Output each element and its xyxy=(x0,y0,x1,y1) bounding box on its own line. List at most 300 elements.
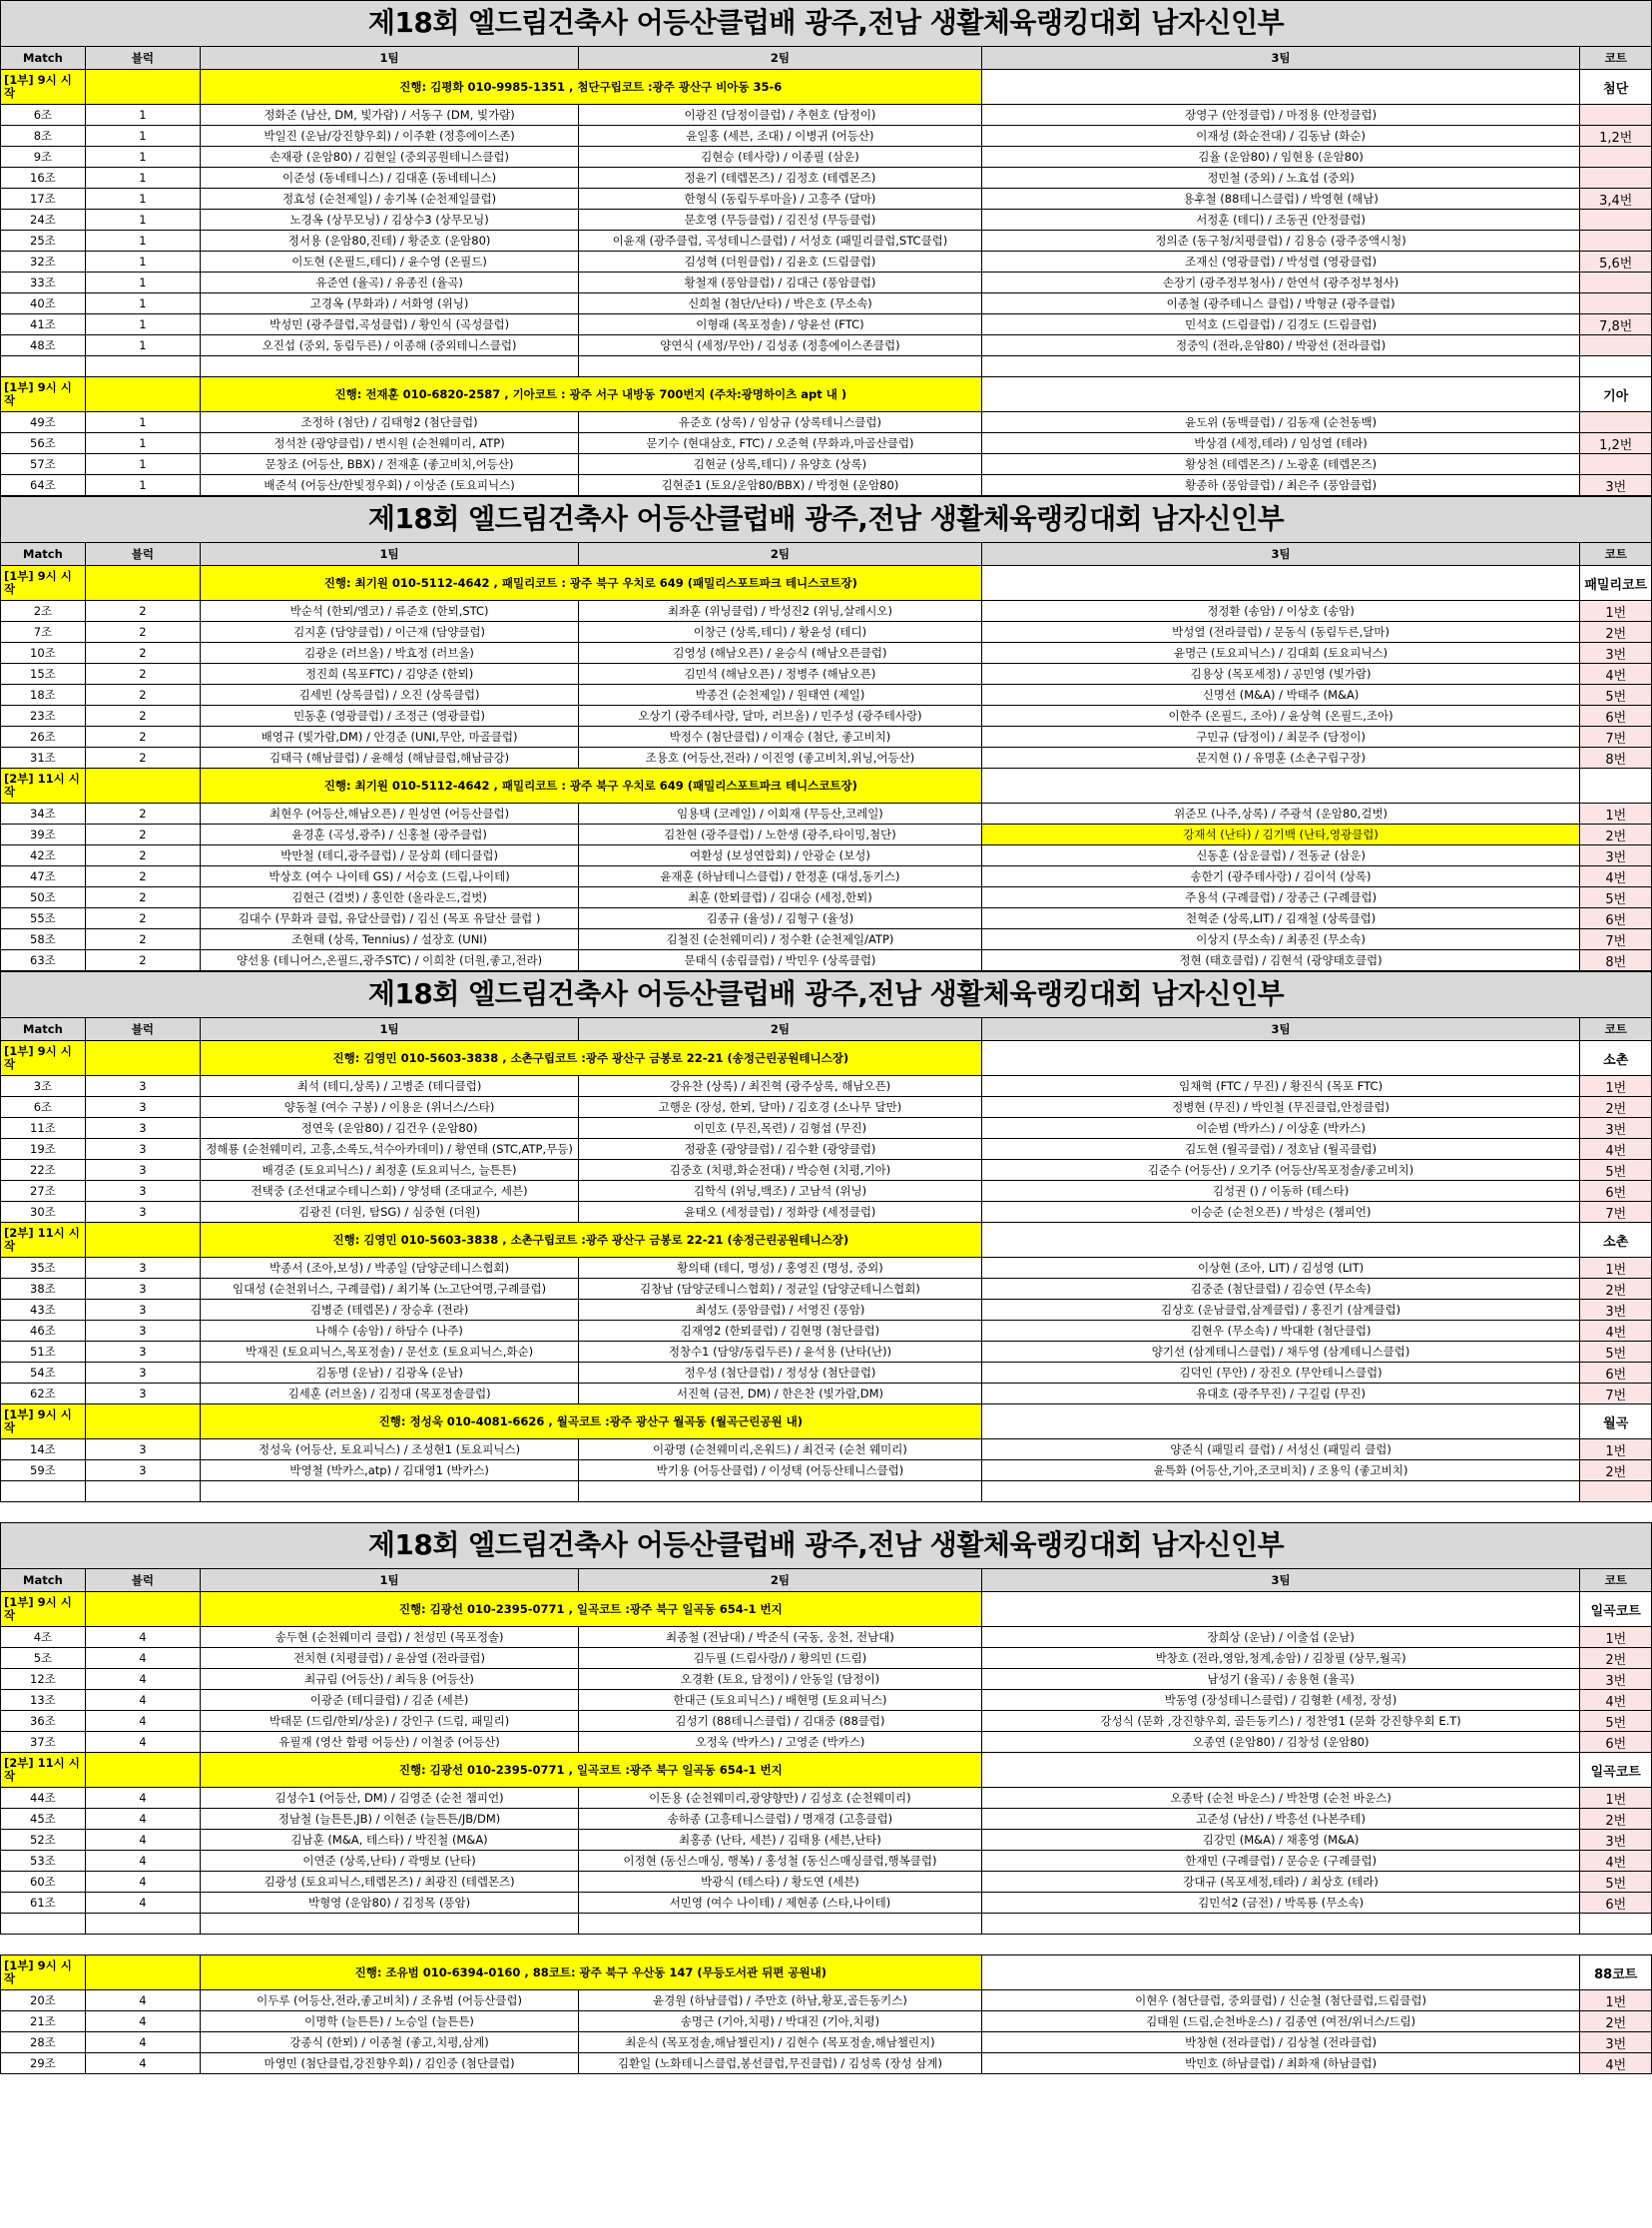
session-label: [1부] 9시 시작 xyxy=(1,70,86,105)
match-id: 50조 xyxy=(1,887,86,908)
court-assignment: 1번 xyxy=(1580,1627,1652,1648)
schedule-table xyxy=(0,46,1652,496)
column-header: Match xyxy=(1,1018,86,1041)
team-1: 이연준 (상록,난타) / 곽맹보 (난타) xyxy=(200,1851,578,1872)
match-row xyxy=(1,1139,1652,1160)
team-3: 윤도위 (동백클럽) / 김동재 (순천동백) xyxy=(981,412,1580,433)
empty-cell xyxy=(579,1935,982,1955)
match-row xyxy=(1,1439,1652,1460)
team-1: 손재광 (운암80) / 김현일 (중외공원테니스클럽) xyxy=(200,147,578,168)
block-number: 2 xyxy=(85,664,200,685)
team-1: 전치현 (치평클럽) / 윤삼열 (전라클럽) xyxy=(200,1648,578,1669)
block-number: 3 xyxy=(85,1097,200,1118)
match-id: 6조 xyxy=(1,105,86,126)
block-number: 4 xyxy=(85,1669,200,1690)
team-3: 정중익 (전라,운암80) / 박광선 (전라클럽) xyxy=(981,335,1580,356)
match-row xyxy=(1,189,1652,210)
block-number: 3 xyxy=(85,1342,200,1363)
team-3: 이상지 (무소속) / 최종진 (무소속) xyxy=(981,929,1580,950)
team-2: 송명근 (기아,치평) / 박대진 (기아,치평) xyxy=(579,2011,982,2032)
court-name: 일곡코트 xyxy=(1580,1592,1652,1627)
block-number: 1 xyxy=(85,273,200,293)
team-2: 최성도 (풍암클럽) / 서영진 (풍암) xyxy=(579,1300,982,1321)
section-gap xyxy=(0,1502,1652,1522)
team-2: 오경환 (토요, 담정이) / 안동일 (담정이) xyxy=(579,1669,982,1690)
team-3: 박성열 (전라클럽) / 문동식 (동림두른,달마) xyxy=(981,622,1580,643)
session-info: 진행: 김평화 010-9985-1351 , 첨단구립코트 :광주 광산구 비아동 35-6 xyxy=(200,70,981,105)
match-id: 56조 xyxy=(1,433,86,454)
team-1: 김광성 (토요피닉스,테렙몬즈) / 최광진 (테렙몬즈) xyxy=(200,1872,578,1893)
match-id: 57조 xyxy=(1,454,86,475)
match-id: 11조 xyxy=(1,1118,86,1139)
team-1: 조정하 (첨단) / 김태형2 (첨단클럽) xyxy=(200,412,578,433)
team-2: 조용호 (어등산,전라) / 이진영 (좋고비치,위닝,어등산) xyxy=(579,748,982,769)
session-empty-cell xyxy=(981,566,1580,601)
court-assignment: 1번 xyxy=(1580,1258,1652,1279)
match-row xyxy=(1,273,1652,293)
court-assignment: 2번 xyxy=(1580,825,1652,845)
match-row xyxy=(1,2032,1652,2053)
session-label: [2부] 11시 시작 xyxy=(1,769,86,804)
block-number: 4 xyxy=(85,2053,200,2074)
team-3: 양기선 (삼계테니스클럽) / 채두영 (삼계테니스클럽) xyxy=(981,1342,1580,1363)
schedule-table xyxy=(0,1568,1652,2074)
session-block-cell xyxy=(85,1041,200,1076)
team-2: 최훈 (한뫼클럽) / 김대승 (세정,한뫼) xyxy=(579,887,982,908)
spacer-row xyxy=(1,1914,1652,1935)
court-assignment: 3번 xyxy=(1580,643,1652,664)
section-title: 제18회 엘드림건축사 어등산클럽배 광주,전남 생활체육랭킹대회 남자신인부 xyxy=(0,1522,1652,1568)
team-2: 윤경원 (하남클럽) / 주만호 (하남,황포,골든동키스) xyxy=(579,1990,982,2011)
block-number: 2 xyxy=(85,601,200,622)
match-id: 13조 xyxy=(1,1690,86,1711)
session-block-cell xyxy=(85,1223,200,1258)
team-3: 위준모 (나주,상록) / 주광석 (운암80,걸벗) xyxy=(981,804,1580,825)
team-2: 신희철 (첨단/난타) / 박은호 (무소속) xyxy=(579,293,982,314)
match-row xyxy=(1,1893,1652,1914)
match-row xyxy=(1,950,1652,971)
team-2: 김현승 (테사랑) / 이종필 (삼운) xyxy=(579,147,982,168)
team-3: 김중준 (첨단클럽) / 김승연 (무소속) xyxy=(981,1279,1580,1300)
court-assignment: 1번 xyxy=(1580,1788,1652,1809)
schedule-table xyxy=(0,542,1652,971)
team-1: 강종식 (한뫼) / 이종철 (좋고,치평,삼계) xyxy=(200,2032,578,2053)
court-assignment xyxy=(1580,210,1652,231)
team-3: 이재성 (화순전대) / 김동남 (화순) xyxy=(981,126,1580,147)
match-row xyxy=(1,887,1652,908)
team-1: 이명학 (늘튼튼) / 노승일 (늘튼튼) xyxy=(200,2011,578,2032)
team-2: 문기수 (현대삼호, FTC) / 오준혁 (무화과,마골산클럽) xyxy=(579,433,982,454)
team-1: 김동명 (운남) / 김광옥 (운남) xyxy=(200,1363,578,1384)
team-1: 양선용 (테니어스,온필드,광주STC) / 이희찬 (더원,좋고,전라) xyxy=(200,950,578,971)
empty-cell xyxy=(1580,1914,1652,1935)
block-number: 3 xyxy=(85,1258,200,1279)
court-assignment: 1,2번 xyxy=(1580,126,1652,147)
match-id: 34조 xyxy=(1,804,86,825)
team-3: 이승준 (순천오픈) / 박성은 (챔피언) xyxy=(981,1202,1580,1223)
match-id: 63조 xyxy=(1,950,86,971)
match-id: 62조 xyxy=(1,1384,86,1404)
session-row xyxy=(1,1592,1652,1627)
match-row xyxy=(1,664,1652,685)
court-assignment: 2번 xyxy=(1580,1460,1652,1481)
block-number: 1 xyxy=(85,168,200,189)
match-id: 51조 xyxy=(1,1342,86,1363)
team-3: 이한주 (온필드, 조아) / 윤상혁 (온필드,조아) xyxy=(981,706,1580,727)
team-3: 이현우 (첨단클럽, 중외클럽) / 신순철 (첨단클럽,드림클럽) xyxy=(981,1990,1580,2011)
match-id: 20조 xyxy=(1,1990,86,2011)
team-2: 박광식 (테스타) / 황도연 (세븐) xyxy=(579,1872,982,1893)
column-header: 블럭 xyxy=(85,1569,200,1592)
empty-cell xyxy=(981,356,1580,377)
session-label: [1부] 9시 시작 xyxy=(1,1592,86,1627)
match-id: 44조 xyxy=(1,1788,86,1809)
empty-cell xyxy=(200,1914,578,1935)
match-row xyxy=(1,727,1652,748)
block-number: 2 xyxy=(85,622,200,643)
match-row xyxy=(1,1076,1652,1097)
match-id: 52조 xyxy=(1,1830,86,1851)
match-row xyxy=(1,2011,1652,2032)
session-block-cell xyxy=(85,1404,200,1439)
court-assignment: 5번 xyxy=(1580,887,1652,908)
team-1: 송두현 (순천웨미리 클럽) / 천성민 (목포정솔) xyxy=(200,1627,578,1648)
court-assignment: 5번 xyxy=(1580,685,1652,706)
block-number: 4 xyxy=(85,2032,200,2053)
session-block-cell xyxy=(85,70,200,105)
match-row xyxy=(1,314,1652,335)
team-1: 정화준 (남산, DM, 빛가람) / 서동구 (DM, 빛가람) xyxy=(200,105,578,126)
section-title: 제18회 엘드림건축사 어등산클럽배 광주,전남 생활체육랭킹대회 남자신인부 xyxy=(0,0,1652,46)
team-2: 오상기 (광주테사랑, 달마, 러브올) / 민주성 (광주테사랑) xyxy=(579,706,982,727)
team-3: 장희상 (운남) / 이출섭 (운남) xyxy=(981,1627,1580,1648)
team-1: 문창조 (어등산, BBX) / 전재훈 (좋고비치,어등산) xyxy=(200,454,578,475)
team-2: 김환일 (노화테니스클럽,봉선클럽,무진클럽) / 김성록 (장성 삼계) xyxy=(579,2053,982,2074)
match-id: 30조 xyxy=(1,1202,86,1223)
match-id: 2조 xyxy=(1,601,86,622)
match-row xyxy=(1,475,1652,496)
match-row xyxy=(1,1690,1652,1711)
match-row xyxy=(1,1097,1652,1118)
team-2: 윤태오 (세정클럽) / 정화랑 (세정클럽) xyxy=(579,1202,982,1223)
court-assignment: 7번 xyxy=(1580,1384,1652,1404)
match-row xyxy=(1,454,1652,475)
match-row xyxy=(1,293,1652,314)
court-assignment: 6번 xyxy=(1580,908,1652,929)
block-number: 4 xyxy=(85,1732,200,1753)
team-1: 정해룡 (순천웨미리, 고흥,소록도,석수아카데미) / 황연태 (STC,ATP,무등) xyxy=(200,1139,578,1160)
match-row xyxy=(1,210,1652,231)
team-1: 박재진 (토요피닉스,목포정솔) / 문선호 (토요피닉스,화순) xyxy=(200,1342,578,1363)
team-1: 이준성 (동네테니스) / 김대훈 (동네테니스) xyxy=(200,168,578,189)
team-1: 노경옥 (상무모닝) / 김상수3 (상무모닝) xyxy=(200,210,578,231)
court-assignment: 3,4번 xyxy=(1580,189,1652,210)
block-number: 1 xyxy=(85,335,200,356)
session-empty-cell xyxy=(981,1223,1580,1258)
team-1: 최현우 (어등산,해남오픈) / 원성연 (어등산클럽) xyxy=(200,804,578,825)
court-assignment: 2번 xyxy=(1580,1279,1652,1300)
court-assignment: 4번 xyxy=(1580,1321,1652,1342)
match-row xyxy=(1,1181,1652,1202)
match-id: 17조 xyxy=(1,189,86,210)
court-assignment: 4번 xyxy=(1580,664,1652,685)
team-2: 김철진 (순천웨미리) / 정수환 (순천제일/ATP) xyxy=(579,929,982,950)
match-row xyxy=(1,1648,1652,1669)
team-2: 이돈용 (순천웨미리,광양향만) / 김성호 (순천웨미리) xyxy=(579,1788,982,1809)
match-id: 7조 xyxy=(1,622,86,643)
team-3: 유대호 (광주무진) / 구길림 (무진) xyxy=(981,1384,1580,1404)
team-1: 박순석 (한뫼/엠코) / 류준호 (한뫼,STC) xyxy=(200,601,578,622)
court-name xyxy=(1580,769,1652,804)
match-row xyxy=(1,908,1652,929)
team-2: 윤일홍 (세븐, 조대) / 이병귀 (어등산) xyxy=(579,126,982,147)
session-block-cell xyxy=(85,769,200,804)
block-number: 1 xyxy=(85,454,200,475)
column-header: Match xyxy=(1,543,86,566)
team-2: 김찬현 (광주클럽) / 노한생 (광주,타이밍,첨단) xyxy=(579,825,982,845)
column-header: Match xyxy=(1,47,86,70)
team-2: 정우성 (첨단클럽) / 정성상 (첨단클럽) xyxy=(579,1363,982,1384)
block-number: 2 xyxy=(85,887,200,908)
session-label: [1부] 9시 시작 xyxy=(1,377,86,412)
team-3: 박상겸 (세정,테라) / 임성열 (테라) xyxy=(981,433,1580,454)
spacer-row xyxy=(1,356,1652,377)
session-empty-cell xyxy=(981,769,1580,804)
column-header: 2팀 xyxy=(579,1018,982,1041)
team-2: 이광명 (순천웨미리,온워드) / 최건국 (순천 웨미리) xyxy=(579,1439,982,1460)
court-assignment: 5번 xyxy=(1580,1160,1652,1181)
match-id: 38조 xyxy=(1,1279,86,1300)
court-assignment: 1번 xyxy=(1580,1439,1652,1460)
court-assignment: 5번 xyxy=(1580,1342,1652,1363)
match-row xyxy=(1,866,1652,887)
match-id: 58조 xyxy=(1,929,86,950)
match-row xyxy=(1,126,1652,147)
block-number: 1 xyxy=(85,126,200,147)
header-row xyxy=(1,1018,1652,1041)
block-number: 4 xyxy=(85,1872,200,1893)
match-row xyxy=(1,601,1652,622)
block-number: 3 xyxy=(85,1118,200,1139)
empty-cell xyxy=(981,1914,1580,1935)
team-3: 용후철 (88테니스클럽) / 박영현 (해남) xyxy=(981,189,1580,210)
match-id: 22조 xyxy=(1,1160,86,1181)
block-number: 4 xyxy=(85,1851,200,1872)
match-id: 31조 xyxy=(1,748,86,769)
block-number: 3 xyxy=(85,1279,200,1300)
team-1: 박일진 (운남/강진향우회) / 이주환 (정흥에이스존) xyxy=(200,126,578,147)
column-header: 코트 xyxy=(1580,47,1652,70)
empty-cell xyxy=(1580,1481,1652,1502)
session-info: 진행: 전재훈 010-6820-2587 , 기아코트 : 광주 서구 내방동 700번지 (주차:광명하이츠 apt 내 ) xyxy=(200,377,981,412)
court-assignment xyxy=(1580,105,1652,126)
team-3: 김상호 (운남클럽,삼계클럽) / 홍진기 (삼계클럽) xyxy=(981,1300,1580,1321)
block-number: 2 xyxy=(85,929,200,950)
team-3: 정현 (태호클럽) / 김현석 (광양태호클럽) xyxy=(981,950,1580,971)
block-number: 1 xyxy=(85,231,200,252)
court-assignment xyxy=(1580,293,1652,314)
team-3: 오종탁 (순천 바운스) / 박찬명 (순천 바운스) xyxy=(981,1788,1580,1809)
team-3: 서정훈 (테디) / 조동권 (안정클럽) xyxy=(981,210,1580,231)
match-row xyxy=(1,1342,1652,1363)
match-id: 64조 xyxy=(1,475,86,496)
empty-cell xyxy=(1,356,86,377)
block-number: 4 xyxy=(85,1690,200,1711)
team-2: 이윤재 (광주클럽, 곡성테니스클럽) / 서성호 (패밀리클럽,STC클럽) xyxy=(579,231,982,252)
match-row xyxy=(1,412,1652,433)
match-id: 53조 xyxy=(1,1851,86,1872)
court-assignment: 3번 xyxy=(1580,1300,1652,1321)
match-id: 41조 xyxy=(1,314,86,335)
court-assignment: 2번 xyxy=(1580,2011,1652,2032)
empty-cell xyxy=(200,1935,578,1955)
session-row xyxy=(1,1223,1652,1258)
block-number: 3 xyxy=(85,1439,200,1460)
column-header: 1팀 xyxy=(200,1018,578,1041)
session-empty-cell xyxy=(981,377,1580,412)
team-1: 이두루 (어등산,전라,좋고비치) / 조유범 (어등산클럽) xyxy=(200,1990,578,2011)
match-row xyxy=(1,685,1652,706)
session-label: [1부] 9시 시작 xyxy=(1,1955,86,1990)
team-3: 박창호 (전라,영암,청계,송암) / 김창필 (상무,월곡) xyxy=(981,1648,1580,1669)
team-3: 박민호 (하남클럽) / 최화재 (하남클럽) xyxy=(981,2053,1580,2074)
court-assignment: 2번 xyxy=(1580,1809,1652,1830)
team-2: 최홍종 (난타, 세븐) / 김태용 (세븐,난타) xyxy=(579,1830,982,1851)
team-3: 황상천 (테렙몬즈) / 노광훈 (테렙몬즈) xyxy=(981,454,1580,475)
match-row xyxy=(1,1711,1652,1732)
session-row xyxy=(1,566,1652,601)
block-number: 2 xyxy=(85,643,200,664)
team-2: 김중호 (치평,화순전대) / 박승현 (치평,기아) xyxy=(579,1160,982,1181)
team-1: 정서용 (운암80,진테) / 황준호 (운암80) xyxy=(200,231,578,252)
team-2: 고행운 (장성, 한뫼, 달마) / 김호경 (소나무 달만) xyxy=(579,1097,982,1118)
block-number: 4 xyxy=(85,1893,200,1914)
column-header: 3팀 xyxy=(981,47,1580,70)
team-1: 김현근 (걸벗) / 홍인한 (올라운드,걸벗) xyxy=(200,887,578,908)
empty-cell xyxy=(579,1481,982,1502)
session-info: 진행: 정성욱 010-4081-6626 , 월곡코트 :광주 광산구 월곡동 (월곡근린공원 내) xyxy=(200,1404,981,1439)
team-3: 윤특화 (어등산,기아,조코비치) / 조용익 (좋고비치) xyxy=(981,1460,1580,1481)
block-number: 2 xyxy=(85,685,200,706)
match-id: 18조 xyxy=(1,685,86,706)
court-assignment: 5번 xyxy=(1580,1872,1652,1893)
team-1: 정연욱 (운암80) / 김건우 (운암80) xyxy=(200,1118,578,1139)
team-3: 강재석 (난타) / 김기백 (난타,영광클럽) xyxy=(981,825,1580,845)
team-2: 유준호 (상록) / 임상규 (상록테니스클럽) xyxy=(579,412,982,433)
column-header: 2팀 xyxy=(579,543,982,566)
match-row xyxy=(1,147,1652,168)
session-info: 진행: 김광선 010-2395-0771 , 일곡코트 :광주 북구 일곡동 654-1 번지 xyxy=(200,1592,981,1627)
match-row xyxy=(1,1872,1652,1893)
column-header: 블럭 xyxy=(85,1018,200,1041)
match-id: 47조 xyxy=(1,866,86,887)
match-row xyxy=(1,845,1652,866)
team-1: 김지훈 (담양클럽) / 이근재 (담양클럽) xyxy=(200,622,578,643)
team-1: 정석찬 (광양클럽) / 변시원 (순천웨미리, ATP) xyxy=(200,433,578,454)
team-2: 김두필 (드림사랑/) / 황의민 (드림) xyxy=(579,1648,982,1669)
session-row xyxy=(1,70,1652,105)
column-header: Match xyxy=(1,1569,86,1592)
team-3: 남성기 (율곡) / 송용현 (율곡) xyxy=(981,1669,1580,1690)
court-assignment: 6번 xyxy=(1580,706,1652,727)
team-3: 윤명근 (토요피닉스) / 김대회 (토요피닉스) xyxy=(981,643,1580,664)
match-row xyxy=(1,804,1652,825)
match-id: 14조 xyxy=(1,1439,86,1460)
team-3: 강성식 (문화 ,강진향우회, 골든동키스) / 정찬영1 (문화 강진향우회 E.T) xyxy=(981,1711,1580,1732)
match-id: 59조 xyxy=(1,1460,86,1481)
court-name: 일곡코트 xyxy=(1580,1753,1652,1788)
court-name: 월곡 xyxy=(1580,1404,1652,1439)
team-2: 김성기 (88테니스클럽) / 김대중 (88클럽) xyxy=(579,1711,982,1732)
team-1: 박영철 (박카스,atp) / 김대영1 (박카스) xyxy=(200,1460,578,1481)
team-1: 최규림 (어등산) / 최득용 (어등산) xyxy=(200,1669,578,1690)
session-block-cell xyxy=(85,1753,200,1788)
team-3: 민석호 (드림클럽) / 김경도 (드림클럽) xyxy=(981,314,1580,335)
team-1: 민동훈 (영광클럽) / 조정근 (영광클럽) xyxy=(200,706,578,727)
match-id: 45조 xyxy=(1,1809,86,1830)
match-row xyxy=(1,1990,1652,2011)
court-assignment xyxy=(1580,231,1652,252)
column-header: 3팀 xyxy=(981,543,1580,566)
team-2: 문태식 (송림클럽) / 박민우 (상록클럽) xyxy=(579,950,982,971)
court-assignment xyxy=(1580,412,1652,433)
session-info: 진행: 최기원 010-5112-4642 , 패밀리코트 : 광주 북구 우치로 649 (패밀리스포트파크 테니스코트장) xyxy=(200,566,981,601)
team-1: 김광운 (러브올) / 박효정 (러브올) xyxy=(200,643,578,664)
court-assignment xyxy=(1580,335,1652,356)
team-1: 박상호 (여수 나이테 GS) / 서승호 (드림,나이테) xyxy=(200,866,578,887)
match-row xyxy=(1,2053,1652,2074)
column-header: 3팀 xyxy=(981,1018,1580,1041)
block-number: 3 xyxy=(85,1384,200,1404)
match-id: 8조 xyxy=(1,126,86,147)
court-assignment: 1,2번 xyxy=(1580,433,1652,454)
team-1: 김병준 (테렙몬) / 장승후 (전라) xyxy=(200,1300,578,1321)
section-title: 제18회 엘드림건축사 어등산클럽배 광주,전남 생활체육랭킹대회 남자신인부 xyxy=(0,496,1652,542)
match-row xyxy=(1,252,1652,273)
block-number: 3 xyxy=(85,1460,200,1481)
schedule-table xyxy=(0,1017,1652,1502)
court-assignment: 2번 xyxy=(1580,1648,1652,1669)
team-1: 박종서 (조아,보성) / 박종일 (담양군테니스협회) xyxy=(200,1258,578,1279)
block-number: 2 xyxy=(85,748,200,769)
match-row xyxy=(1,1460,1652,1481)
court-assignment: 7,8번 xyxy=(1580,314,1652,335)
team-1: 김세빈 (상록클럽) / 오진 (상록클럽) xyxy=(200,685,578,706)
match-id: 61조 xyxy=(1,1893,86,1914)
match-row xyxy=(1,643,1652,664)
team-3: 신동훈 (삼운클럽) / 전동균 (삼운) xyxy=(981,845,1580,866)
match-id: 10조 xyxy=(1,643,86,664)
session-row xyxy=(1,1041,1652,1076)
team-2: 이정현 (동신스매싱, 행복) / 홍성철 (동신스매싱클럽,행복클럽) xyxy=(579,1851,982,1872)
team-2: 서진혁 (금전, DM) / 한은찬 (빛가람,DM) xyxy=(579,1384,982,1404)
team-3: 김태원 (드림,순천바운스) / 김종연 (여전/위너스/드림) xyxy=(981,2011,1580,2032)
session-empty-cell xyxy=(981,1041,1580,1076)
team-1: 김태극 (해남클럽) / 윤해성 (해남클럽,해남금강) xyxy=(200,748,578,769)
block-number: 2 xyxy=(85,706,200,727)
match-row xyxy=(1,1321,1652,1342)
session-block-cell xyxy=(85,1955,200,1990)
match-row xyxy=(1,231,1652,252)
team-2: 황철재 (풍암클럽) / 김대근 (풍암클럽) xyxy=(579,273,982,293)
team-1: 김남훈 (M&A, 테스타) / 박진철 (M&A) xyxy=(200,1830,578,1851)
team-3: 박동영 (장성테니스클럽) / 김형환 (세정, 장성) xyxy=(981,1690,1580,1711)
session-label: [2부] 11시 시작 xyxy=(1,1223,86,1258)
team-2: 최좌훈 (위닝클럽) / 박성진2 (위닝,살레시오) xyxy=(579,601,982,622)
header-row xyxy=(1,543,1652,566)
team-2: 박정수 (첨단클럽) / 이재승 (첨단, 좋고비치) xyxy=(579,727,982,748)
team-3: 김성권 () / 이동하 (테스타) xyxy=(981,1181,1580,1202)
